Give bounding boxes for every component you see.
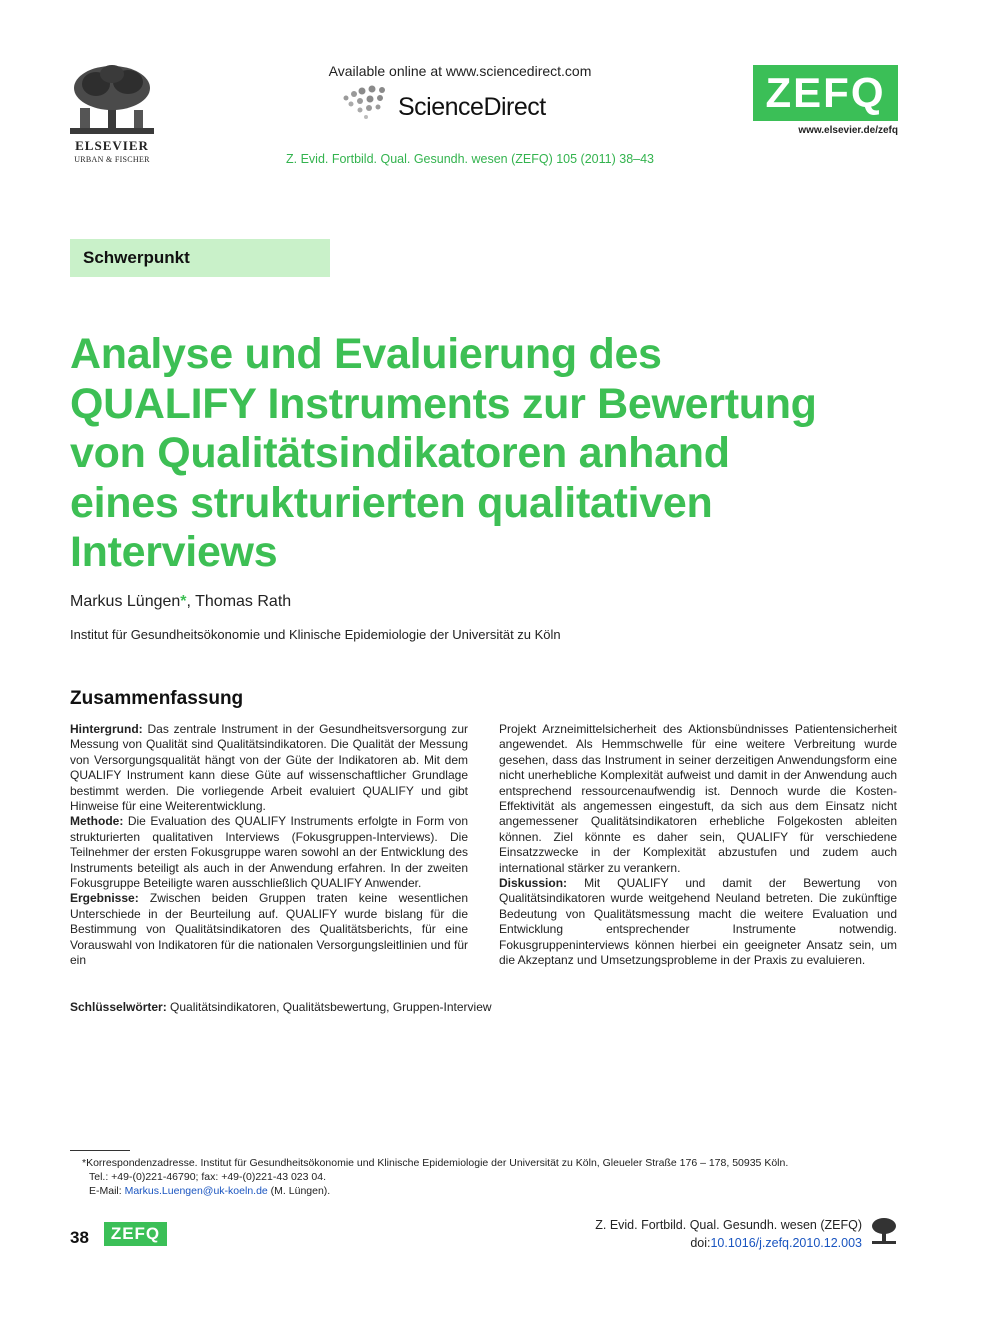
email-suffix: (M. Lüngen). — [267, 1185, 331, 1197]
email-label: E-Mail: — [89, 1185, 125, 1197]
abstract-label-ergebnisse: Ergebnisse: — [70, 891, 139, 906]
author-rest: , Thomas Rath — [186, 593, 292, 610]
abstract-text: Die Evaluation des QUALIFY Instruments erfolgte in Form von strukturierten qualitativen Interviews (Fokusgruppen-Interviews). Die Teilnehmer der ersten Fokusgruppe waren sowohl an der Entwicklung des Instruments beteiligt als auch in der Anwendung erfahren. In der zweiten Fokusgruppe Beteiligte waren ausschließlich QUALIFY Anwender. — [70, 814, 468, 891]
publisher-subtitle: URBAN & FISCHER — [74, 155, 150, 164]
title-line: Interviews — [70, 528, 278, 576]
abstract-left-column — [70, 722, 468, 969]
footnote-divider — [70, 1150, 130, 1151]
title-line: von Qualitätsindikatoren anhand — [70, 429, 730, 477]
journal-reference: Z. Evid. Fortbild. Qual. Gesundh. wesen (ZEFQ) 105 (2011) 38–43 — [286, 152, 654, 166]
email-link[interactable]: Markus.Luengen@uk-koeln.de — [124, 1185, 268, 1197]
abstract-right-column — [499, 722, 897, 969]
keywords — [70, 1000, 492, 1014]
title-line: eines strukturierten qualitativen — [70, 478, 713, 527]
section-tag: Schwerpunkt — [70, 239, 330, 277]
abstract-text: Das zentrale Instrument in der Gesundheitsversorgung zur Messung von Qualität sind Qualitätsindikatoren. Die Qualität der Messung von Versorgungsqualität hängt von der Güte der Indikatoren ab. Mit dem QUALIFY Instrument kann diese Güte auf wissenschaftlicher Grundlage bestimmt werden. Die vorliegende Arbeit evaluiert QUALIFY und gibt Hinweise für eine Weiterentwicklung. — [70, 722, 468, 814]
abstract-label-hintergrund: Hintergrund: — [70, 722, 143, 736]
page-number: 38 — [70, 1228, 89, 1247]
abstract-text: Projekt Arzneimittelsicherheit des Aktionsbündnisses Patientensicherheit angewendet. Als Hemmschwelle für eine weitere Verbreitung wurde gesehen, dass das Instrument in seiner derzeitigen Anwendungsform eine nicht unerhebliche Komplexität aufweist und damit in der Anwendung auch entsprechend ressourcenaufwendig ist. Dennoch wurde die Kosten-Effektivität als angemessen eingestuft, da sich aus dem Einsatz nicht angemessener Qualitätsindikatoren erhebliche Folgekosten ableiten können. Ziel könnte es daher sein, QUALIFY für verschiedene Einsatzzwecke in der Komplexität abzustufen und zudem auch international stärker zu verankern. — [499, 722, 897, 875]
doi-link[interactable]: 10.1016/j.zefq.2010.12.003 — [710, 1236, 862, 1250]
abstract-text: Mit QUALIFY und damit der Bewertung von Qualitätsindikatoren wurde weitgehend Neuland betreten. Die zukünftige Bedeutung von Qualitätsmessung macht die weitere Evaluation und Entwicklung entsprechender Instrumente notwendig. Fokusgruppeninterviews können hierbei ein geeigneter Ansatz sein, um die Akzeptanz und Umsetzungsprobleme in der Praxis zu evaluieren. — [499, 876, 897, 968]
author-first: Markus Lüngen — [70, 593, 181, 610]
publisher-name: ELSEVIER — [75, 138, 149, 153]
footer-journal: Z. Evid. Fortbild. Qual. Gesundh. wesen (ZEFQ) — [595, 1218, 862, 1232]
zefq-url[interactable]: www.elsevier.de/zefq — [798, 125, 898, 136]
available-online-text: Available online at www.sciencedirect.com — [328, 63, 592, 79]
keywords-text: Qualitätsindikatoren, Qualitätsbewertung, Gruppen-Interview — [166, 1000, 492, 1014]
footnote-email-line — [82, 1184, 942, 1198]
doi-label: doi: — [690, 1236, 711, 1250]
footer-doi — [540, 1236, 862, 1250]
title-line: QUALIFY Instruments zur Bewertung — [70, 379, 817, 428]
abstract-heading: Zusammenfassung — [70, 688, 244, 709]
footnote-phone: Tel.: +49-(0)221-46790; fax: +49-(0)221-43 023 04. — [89, 1171, 326, 1183]
sciencedirect-wordmark: ScienceDirect — [398, 93, 546, 121]
zefq-footer-logo: ZEFQ — [104, 1222, 167, 1246]
abstract-label-methode: Methode: — [70, 814, 124, 829]
abstract-text: Zwischen beiden Gruppen traten keine wesentlichen Unterschiede in der Beurteilung auf. QUALIFY wurde bislang für die Bestimmung von Qualitätsindikatoren des Qualitätsberichts, für eine Vorauswahl von Indikatoren für die nationalen Versorgungsleitlinien und für ein — [70, 891, 468, 968]
abstract-label-diskussion: Diskussion: — [499, 876, 568, 891]
affiliation: Institut für Gesundheitsökonomie und Klinische Epidemiologie der Universität zu Köln — [70, 627, 561, 642]
article-title — [70, 330, 930, 578]
authors — [70, 593, 291, 611]
keywords-label: Schlüsselwörter: — [70, 1000, 167, 1014]
title-line: Analyse und Evaluierung des — [70, 330, 662, 378]
elsevier-mini-logo — [870, 1216, 898, 1246]
footnote-address: *Korrespondenzadresse. Institut für Gesundheitsökonomie und Klinische Epidemiologie der Universität zu Köln, Gleueler Straße 176 – 178, 50935 Köln. — [82, 1157, 789, 1169]
zefq-logo: ZEFQ — [753, 65, 898, 121]
corresponding-author-star[interactable]: * — [180, 593, 187, 610]
footnote — [82, 1156, 942, 1198]
